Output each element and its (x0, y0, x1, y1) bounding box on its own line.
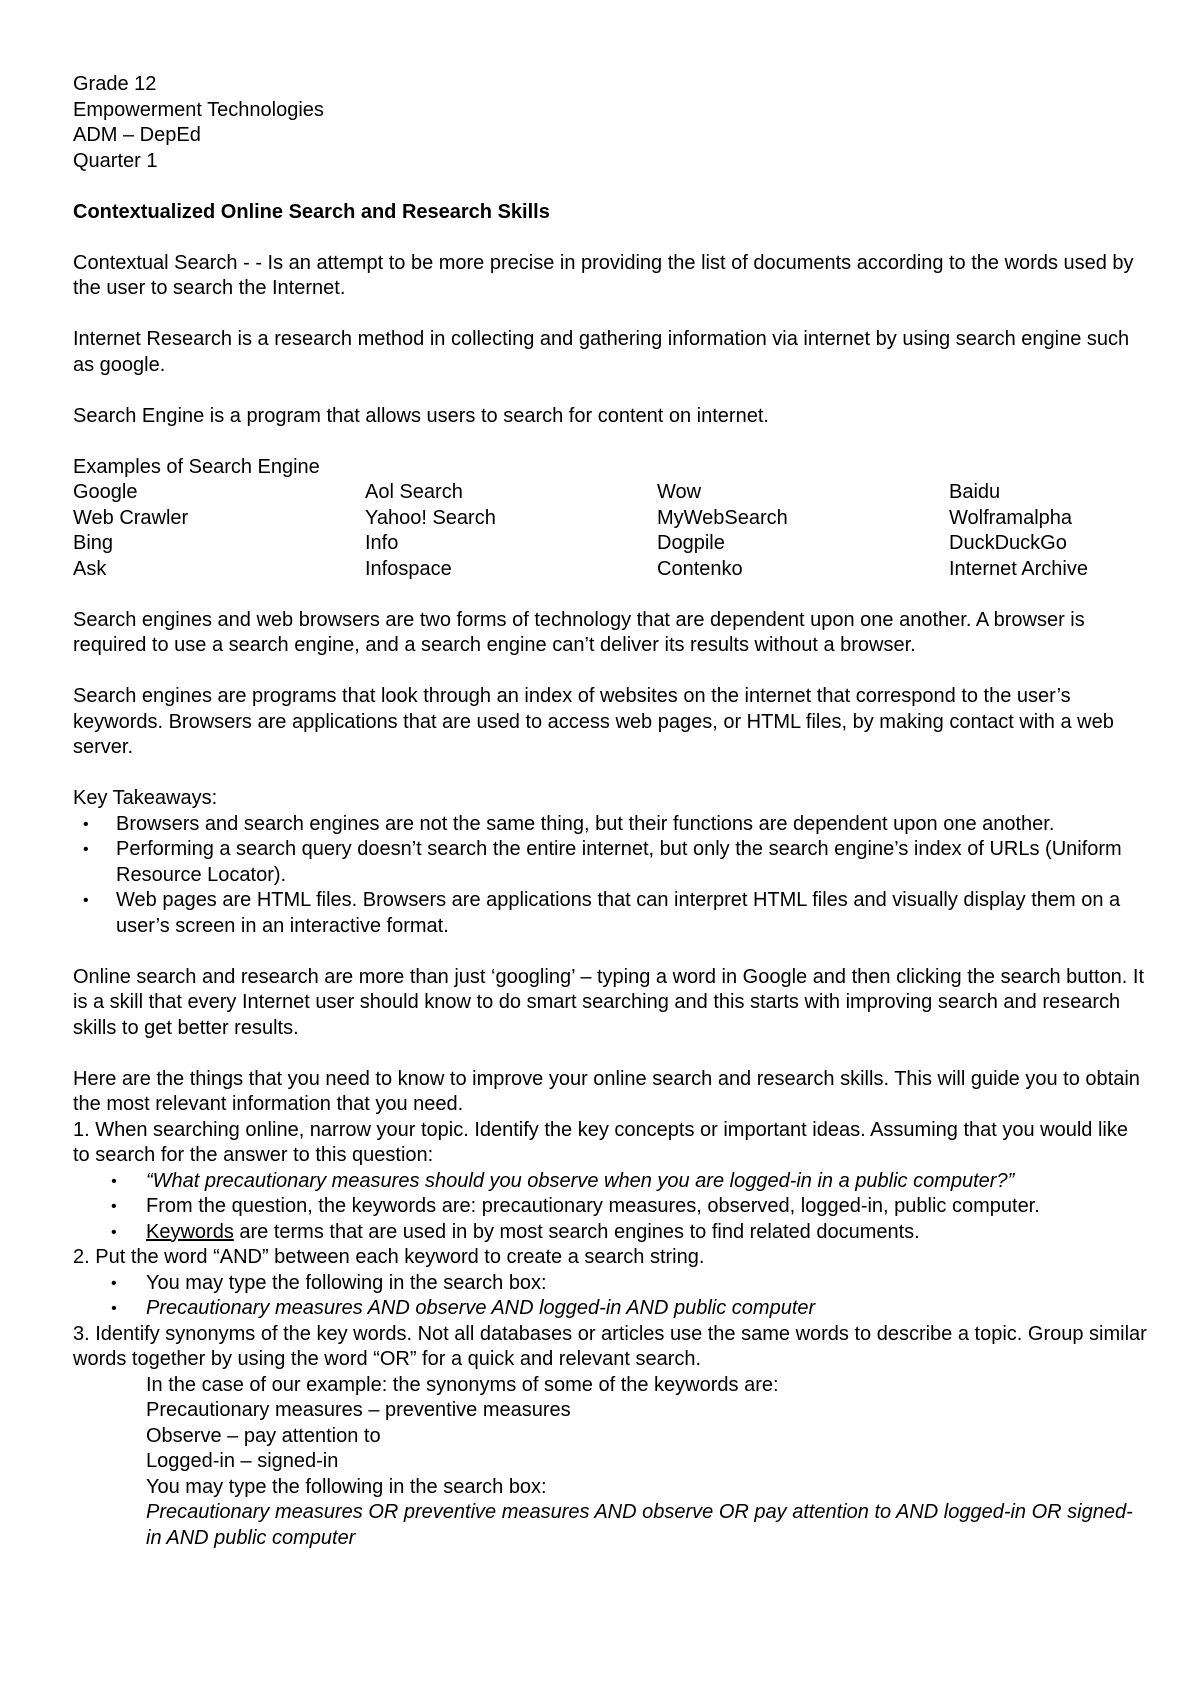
example-intro: In the case of our example: the synonyms of some of the keywords are: (146, 1373, 779, 1396)
quarter-line: Quarter 1 (73, 149, 158, 172)
step-1-text: 1. When searching online, narrow your topic. Identify the key concepts or important ideas. Assuming that you would like to search for the answer to this question: (73, 1118, 1128, 1166)
list-item: • You may type the following in the search box: (73, 1271, 1148, 1297)
internet-research-paragraph: Internet Research is a research method in collecting and gathering information via internet by using search engine such as google. (73, 328, 1130, 376)
source-line: ADM – DepEd (73, 124, 201, 146)
example-cell: Infospace (365, 557, 452, 580)
example-cell: Bing (73, 532, 114, 554)
step-3-details (73, 1373, 1148, 1552)
document-page (73, 72, 1148, 1551)
list-item: • Performing a search query doesn’t search the entire internet, but only the search engine’s index of URLs (Uniform Resource Locator). (73, 837, 1148, 888)
example-cell: Web Crawler (73, 506, 189, 529)
keywords-term: Keywords (146, 1220, 234, 1243)
example-cell: DuckDuckGo (949, 532, 1067, 554)
step-3-text: 3. Identify synonyms of the key words. Not all databases or articles use the same words to describe a topic. Group similar words together by using the word “OR” for a quick and relevant search. (73, 1322, 1147, 1370)
synonym-line: Precautionary measures – preventive measures (146, 1399, 571, 1421)
list-item (73, 1220, 1148, 1246)
takeaways-list (73, 812, 1148, 940)
programs-paragraph: Search engines are programs that look through an index of websites on the internet that correspond to the user’s keywords. Browsers are applications that are used to access web pages, or HTML files, by making contact with a web server. (73, 685, 1114, 758)
search-string-line: Precautionary measures OR preventive measures AND observe OR pay attention to AND logged-in OR signed-in AND public computer (146, 1501, 1133, 1549)
list-item: • Precautionary measures AND observe AND logged-in AND public computer (73, 1296, 1148, 1322)
example-cell: Yahoo! Search (365, 506, 496, 529)
list-item: • “What precautionary measures should you observe when you are logged-in in a public computer?” (73, 1169, 1148, 1195)
list-item: • Web pages are HTML files. Browsers are applications that can interpret HTML files and visually display them on a user’s screen in an interactive format. (73, 888, 1148, 939)
type-following-line: You may type the following in the search box: (146, 1475, 547, 1498)
grade-line: Grade 12 (73, 73, 157, 95)
example-cell: Wow (657, 481, 702, 503)
contextual-search-paragraph: Contextual Search - - Is an attempt to be more precise in providing the list of documents according to the words used by the user to search the Internet. (73, 251, 1134, 299)
example-cell: Aol Search (365, 481, 463, 503)
example-cell: Wolframalpha (949, 506, 1073, 529)
examples-heading: Examples of Search Engine (73, 455, 320, 478)
example-cell: MyWebSearch (657, 506, 788, 529)
example-cell: Ask (73, 557, 107, 580)
example-cell: Google (73, 481, 138, 503)
keywords-definition: are terms that are used in by most search engines to find related documents. (233, 1220, 920, 1243)
example-cell: Contenko (657, 557, 743, 580)
synonym-line: Logged-in – signed-in (146, 1450, 339, 1472)
step-2-list (73, 1271, 1148, 1322)
online-search-paragraph: Online search and research are more than just ‘googling’ – typing a word in Google and then clicking the search button. It is a skill that every Internet user should know to do smart searching and this starts with improving search and research skills to get better results. (73, 965, 1145, 1039)
document-title: Contextualized Online Search and Research Skills (73, 200, 550, 223)
subject-line: Empowerment Technologies (73, 98, 324, 121)
list-item: • From the question, the keywords are: precautionary measures, observed, logged-in, public computer. (73, 1194, 1148, 1220)
example-cell: Info (365, 532, 399, 554)
example-cell: Dogpile (657, 532, 725, 554)
list-item: • Browsers and search engines are not the same thing, but their functions are dependent upon one another. (73, 812, 1148, 838)
example-cell: Baidu (949, 481, 1001, 503)
synonym-line: Observe – pay attention to (146, 1424, 381, 1447)
engines-browsers-paragraph: Search engines and web browsers are two forms of technology that are dependent upon one another. A browser is required to use a search engine, and a search engine can’t deliver its results without a browser. (73, 608, 1085, 656)
step-1-list (73, 1169, 1148, 1246)
takeaways-heading: Key Takeaways: (73, 787, 218, 809)
search-engine-paragraph: Search Engine is a program that allows users to search for content on internet. (73, 404, 769, 427)
step-2-text: 2. Put the word “AND” between each keyword to create a search string. (73, 1246, 705, 1268)
example-cell: Internet Archive (949, 557, 1088, 580)
search-engine-examples-table (73, 480, 1148, 582)
things-to-know-paragraph: Here are the things that you need to know to improve your online search and research skills. This will guide you to obtain the most relevant information that you need. (73, 1067, 1140, 1115)
